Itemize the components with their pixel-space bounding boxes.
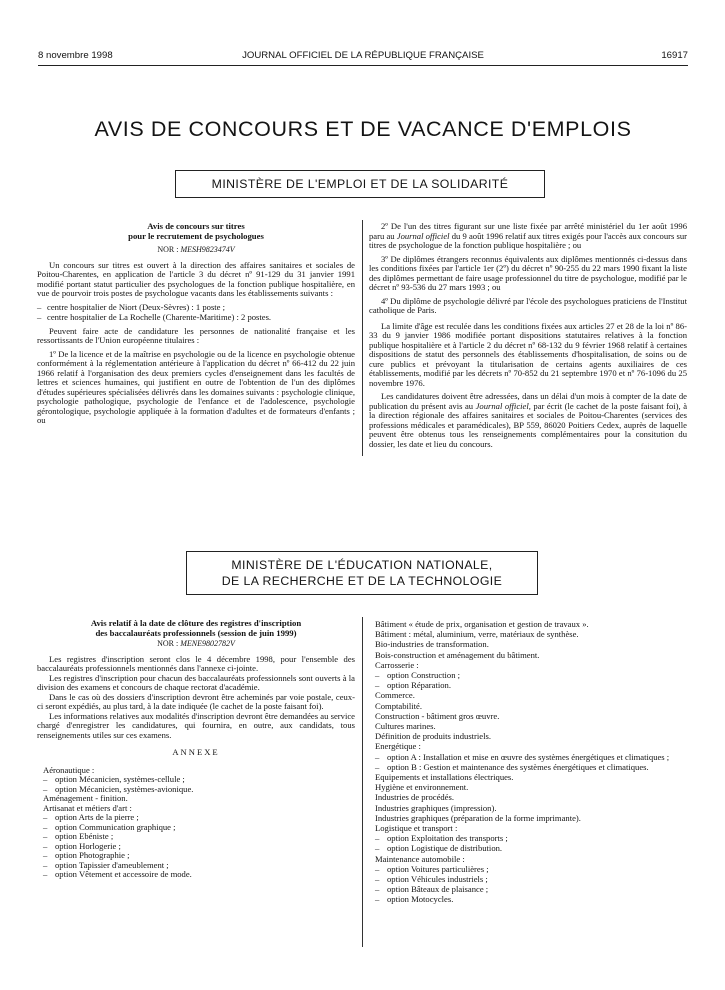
annex-option: – option Ebéniste ;	[43, 831, 114, 841]
notice-title-line1: Avis relatif à la date de clôture des registres d'inscription	[90, 618, 302, 628]
annex-entry: Logistique et transport :	[375, 823, 458, 834]
annex-option: – option Motocycles.	[375, 894, 454, 905]
annex-entry: Energétique :	[375, 741, 421, 752]
paragraph: Les candidatures doivent être adressées, dans un délai d'un mois à compter de la date de publication du présent avis au Journal officiel, par écrit (le cachet de la poste faisant foi), à la direction régionale des affaires sanitaires et sociales de Poitou-Charentes (services des professions médicales et paramédicales), BP 559, 86020 Poitiers Cedex, auprès de laquelle peuvent être obtenus tous les renseignements complémentaires pour la consitution du dossier, les date et lieu du concours.	[369, 391, 688, 449]
annex-option: – option Tapissier d'ameublement ;	[43, 859, 169, 870]
annex-option: – option Horlogerie ;	[43, 840, 121, 851]
annex-entry: Hygiène et environnement.	[375, 782, 469, 793]
column-divider	[362, 220, 363, 456]
annex-option: – option Photographie ;	[43, 850, 130, 860]
annex-entry: Construction - bâtiment gros œuvre.	[375, 710, 500, 721]
paragraph: Les informations relatives aux modalités d'inscription devront être demandées au service chargé d'enregistrer les candidatures, qui fournira, en outre, aux candidats, tous renseignements utiles sur ces examens.	[37, 710, 355, 740]
annex-list-right	[369, 619, 687, 905]
paragraph: 4º Du diplôme de psychologie délivré par l'école des psychologues praticiens de l'Institut catholique de Paris.	[369, 295, 687, 315]
journal-name: JOURNAL OFFICIEL DE LA RÉPUBLIQUE FRANÇAISE	[242, 50, 484, 61]
annex-option: – option Logistique de distribution.	[375, 843, 503, 854]
annex-option: – option Voitures particulières ;	[375, 863, 489, 874]
paragraph: Un concours sur titres est ouvert à la direction des affaires sanitaires et sociales de Poitou-Charentes, en application de l'article 3 du décret nº 91-129 du 31 janvier 1991 modifié portant statut particulier des psychologues de la fonction publique hospitalière, en vue de pourvoir trois postes de psychologue vacants dans les établissements suivants :	[37, 259, 355, 298]
annex-option: – option Mécanicien, systèmes-cellule ;	[43, 774, 185, 784]
annex-entry: Maintenance automobile :	[375, 853, 465, 864]
page-header	[38, 50, 688, 66]
annex-entry: Bio-industries de transformation.	[375, 639, 489, 650]
annex-entry: Industries graphiques (préparation de la forme imprimante).	[375, 812, 581, 823]
nor-reference: NOR : MENE9802782V	[157, 639, 235, 648]
paragraph: 2º De l'un des titres figurant sur une liste fixée par arrêté ministériel du 1er août 1996 paru au Journal officiel du 9 août 1996 relatif aux titres exigés pour l'accès aux concours sur titres de psychologue de la fonction publique hospitalière ; ou	[369, 221, 687, 250]
annex-entry: Bois-construction et aménagement du bâtiment.	[375, 649, 540, 660]
section-baccalaureats-right	[369, 619, 687, 905]
annex-title: ANNEXE	[172, 747, 220, 757]
ministry-name-line2: DE LA RECHERCHE ET DE LA TECHNOLOGIE	[221, 574, 503, 588]
annex-list-left	[37, 766, 355, 880]
annex-option: – option Arts de la pierre ;	[43, 812, 139, 822]
annex-entry: Bâtiment « étude de prix, organisation et gestion de travaux ».	[375, 619, 589, 629]
paragraph: La limite d'âge est reculée dans les conditions fixées aux articles 27 et 28 de la loi nº 86-33 du 9 janvier 1986 modifiée portant dispositions statutaires relatives à la fonction publique hospitalière et à l'article 2 du décret nº 68-132 du 9 février 1968 relatif à certaines dispositions de statut des personnels des établissements d'hospitalisation, de soins ou de cure publics et prévoyant la titularisation de certains agents auxiliaires de ces établissements, modifié par les décrets nº 70-852 du 21 septembre 1970 et nº 76-1096 du 25 novembre 1976.	[369, 320, 687, 388]
annex-entry: Equipements et installations électriques.	[375, 772, 514, 783]
section-psychologues-right	[369, 222, 687, 449]
paragraph: 1º De la licence et de la maîtrise en psychologie ou de la licence en psychologie obtenue conformément à la réglementation antérieure à l'application du décret nº 66-412 du 22 juin 1966 relatif à l'organisation des deux premiers cycles d'enseignement dans les facultés de lettres et sciences humaines, qui justifient en outre de l'obtention de l'un des diplômes d'études supérieures spécialisées délivrés dans les domaines suivants : psychologie clinique, psychologie pathologique, psychologie de l'enfance et de l'adolescence, psychologie gérontologique, psychologie appliquée à la formation d'adultes et de formateurs d'enfants ; ou	[37, 348, 355, 425]
annex-entry: Industries graphiques (impression).	[375, 802, 497, 813]
annex-entry: Carrosserie :	[375, 659, 419, 670]
ministry-name-line1: MINISTÈRE DE L'ÉDUCATION NATIONALE,	[231, 558, 493, 572]
annex-entry: Artisanat et métiers d'art :	[43, 802, 132, 813]
annex-option: – option B : Gestion et maintenance des systèmes énergétiques et climatiques.	[375, 761, 649, 772]
annex-option: – option Véhicules industriels ;	[375, 874, 488, 885]
page-title: AVIS DE CONCOURS ET DE VACANCE D'EMPLOIS	[94, 117, 632, 141]
column-divider	[362, 617, 363, 947]
notice-title-line1: Avis de concours sur titres	[147, 221, 245, 231]
paragraph: Les registres d'inscription pour chacun des baccalauréats professionnels sont ouverts à la division des examens et concours de chaque rectorat d'académie.	[37, 672, 355, 692]
annex-entry: Aéronautique :	[43, 764, 95, 775]
annex-entry: Industries de procédés.	[375, 792, 454, 803]
header-rule	[38, 65, 688, 66]
annex-option: – option Réparation.	[375, 680, 451, 691]
annex-entry: Commerce.	[375, 690, 415, 701]
annex-option: – option Bâteaux de plaisance ;	[375, 884, 489, 895]
annex-entry: Aménagement - finition.	[43, 793, 128, 803]
notice-title-line2: pour le recrutement de psychologues	[128, 230, 264, 241]
issue-date: 8 novembre 1998	[38, 50, 113, 61]
annex-option: – option A : Installation et mise en œuvre des systèmes énergétiques et climatiques ;	[375, 751, 670, 762]
notice-title-line2: des baccalauréats professionnels (session de juin 1999)	[95, 627, 297, 638]
annex-option: – option Communication graphique ;	[43, 821, 176, 832]
annex-entry: Bâtiment : métal, aluminium, verre, matériaux de synthèse.	[375, 629, 579, 640]
ministry-name: MINISTÈRE DE L'EMPLOI ET DE LA SOLIDARITÉ	[211, 177, 509, 191]
paragraph: Les registres d'inscription seront clos le 4 décembre 1998, pour l'ensemble des baccalauréats professionnels mentionnés dans l'annexe ci-jointe.	[37, 653, 355, 673]
nor-reference: NOR : MESH9823474V	[157, 245, 235, 254]
paragraph: 3º De diplômes étrangers reconnus équivalents aux diplômes mentionnés ci-dessus dans les conditions fixées par l'article 1er (2º) du décret nº 90-255 du 22 mars 1990 fixant la liste des diplômes permettant de faire usage professionnel du titre de psychologue, modifié par le décret nº 93-536 du 27 mars 1993 ; ou	[369, 253, 687, 292]
annex-option: – option Vêtement et accessoire de mode.	[43, 869, 192, 879]
paragraph: Peuvent faire acte de candidature les personnes de nationalité française et les ressortissants de l'Union européenne titulaires :	[37, 325, 355, 345]
page-number: 16917	[661, 50, 688, 61]
section-psychologues-left	[37, 222, 355, 426]
list-item: – centre hospitalier de Niort (Deux-Sèvres) : 1 poste ;	[37, 301, 226, 312]
section-baccalaureats-left	[37, 619, 355, 880]
annex-option: – option Exploitation des transports ;	[375, 833, 508, 844]
annex-entry: Comptabilité.	[375, 700, 423, 711]
annex-option: – option Mécanicien, systèmes-avionique.	[43, 783, 194, 794]
annex-entry: Définition de produits industriels.	[375, 731, 492, 742]
ministry-heading-emploi	[175, 170, 545, 198]
ministry-heading-education	[186, 551, 538, 595]
annex-entry: Cultures marines.	[375, 721, 436, 732]
list-item: – centre hospitalier de La Rochelle (Charente-Maritime) : 2 postes.	[37, 312, 272, 322]
annex-option: – option Construction ;	[375, 670, 461, 681]
paragraph: Dans le cas où des dossiers d'inscription devront être acheminés par voie postale, ceux-ci seront expédiés, au plus tard, à la date indiquée (le cachet de la poste faisant foi).	[37, 691, 355, 711]
